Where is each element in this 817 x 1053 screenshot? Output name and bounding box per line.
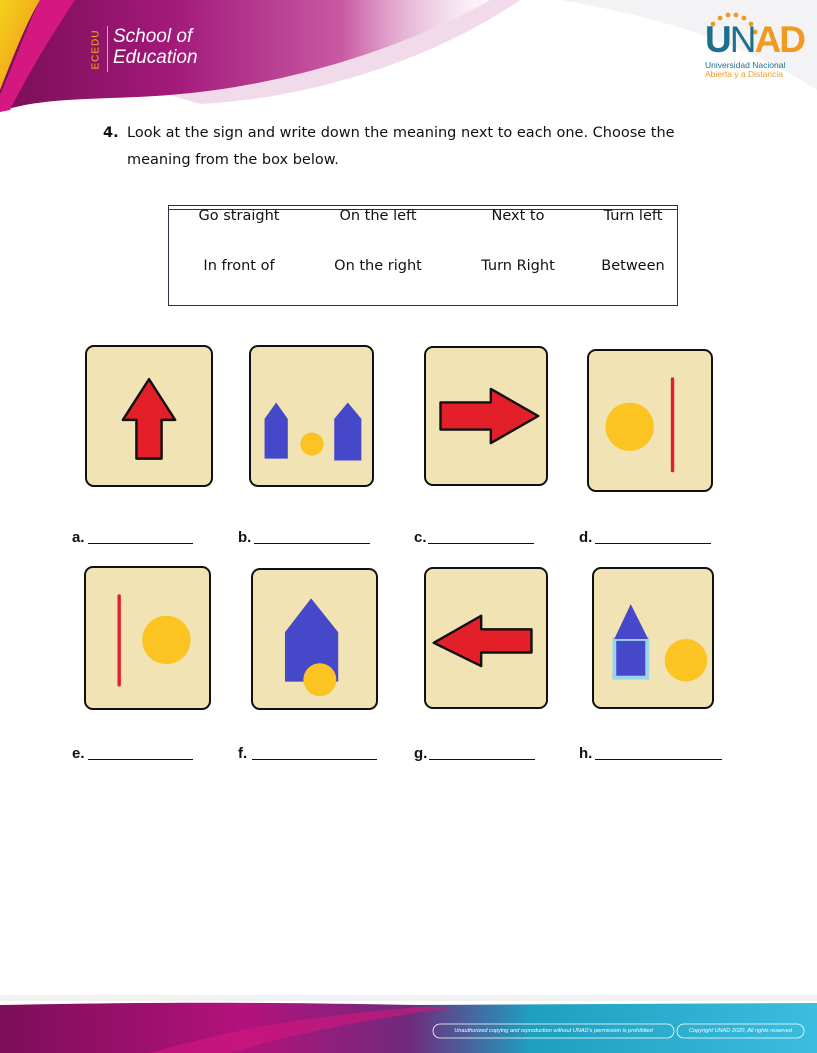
answer-label-e: e. xyxy=(72,745,85,762)
answer-label-h: h. xyxy=(579,745,593,762)
answer-blank-f[interactable] xyxy=(252,759,377,760)
answer-blank-h[interactable] xyxy=(595,759,722,760)
ecedu-logo: ECEDU xyxy=(90,28,102,70)
answer-label-c: c. xyxy=(414,529,427,546)
sign-card-g xyxy=(424,567,548,709)
school-of-education-logo xyxy=(113,26,198,68)
unad-subtitle-2: Abierta y a Distancia xyxy=(705,69,783,79)
footer-notice: Unauthorized copying and reproduction without UNAD's permission is prohibited xyxy=(454,1028,653,1034)
answer-blank-c[interactable] xyxy=(428,543,534,544)
footer-notice-box xyxy=(433,1024,674,1038)
arrow-left-icon xyxy=(426,569,546,707)
answer-label-a: a. xyxy=(72,529,85,546)
question-text-line2: meaning from the box below. xyxy=(127,152,339,168)
word-option: Next to xyxy=(491,208,545,224)
answer-blank-g[interactable] xyxy=(429,759,535,760)
arrow-right-icon xyxy=(426,348,546,484)
circle-between-houses-icon xyxy=(251,347,372,485)
unad-logo: UNAD xyxy=(705,19,804,60)
unad-subtitle-1: Universidad Nacional xyxy=(705,60,786,70)
answer-blank-e[interactable] xyxy=(88,759,193,760)
sign-card-e xyxy=(84,566,211,710)
question-number: 4. xyxy=(103,125,119,141)
footer-copyright: Copyright UNAD 2020, All rights reserved xyxy=(688,1028,792,1034)
answer-label-f: f. xyxy=(238,745,248,762)
circle-left-of-line-icon xyxy=(589,351,711,490)
sign-card-h xyxy=(592,567,714,709)
answer-label-g: g. xyxy=(414,745,428,762)
circle-right-of-line-icon xyxy=(86,568,209,708)
circle-in-front-of-house-icon xyxy=(253,570,376,708)
sign-card-d xyxy=(587,349,713,492)
sign-card-a xyxy=(85,345,213,487)
circle-next-to-house-icon xyxy=(594,569,712,707)
school-line2: Education xyxy=(113,47,198,68)
school-line1: School of xyxy=(113,26,193,47)
answer-blank-b[interactable] xyxy=(254,543,370,544)
sign-card-c xyxy=(424,346,548,486)
answer-blank-a[interactable] xyxy=(88,543,193,544)
word-option: Between xyxy=(601,258,665,274)
word-option: On the right xyxy=(334,258,422,274)
logo-divider xyxy=(107,26,108,72)
answer-label-d: d. xyxy=(579,529,593,546)
word-option: Turn left xyxy=(603,208,663,224)
word-option: Go straight xyxy=(198,208,280,224)
answer-label-b: b. xyxy=(238,529,252,546)
answer-blank-d[interactable] xyxy=(595,543,711,544)
sign-card-b xyxy=(249,345,374,487)
word-option: On the left xyxy=(339,208,417,224)
word-option: In front of xyxy=(203,258,275,274)
footer-copyright-box xyxy=(677,1024,804,1038)
question-text-line1: Look at the sign and write down the meaning next to each one. Choose the xyxy=(127,125,675,141)
word-option: Turn Right xyxy=(481,258,555,274)
arrow-up-icon xyxy=(87,347,211,485)
sign-card-f xyxy=(251,568,378,710)
